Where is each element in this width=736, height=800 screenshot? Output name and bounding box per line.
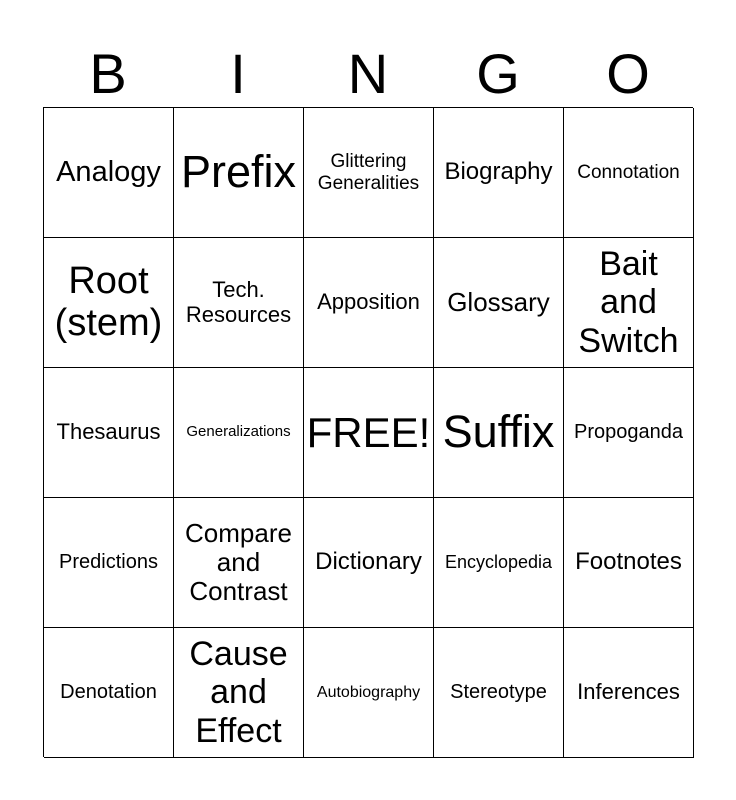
cell-label: Compare and Contrast	[185, 517, 292, 607]
bingo-cell[interactable]	[434, 498, 564, 628]
bingo-cell[interactable]	[304, 498, 434, 628]
bingo-cell[interactable]	[434, 238, 564, 368]
bingo-grid	[43, 107, 693, 757]
cell-label: Predictions	[59, 551, 158, 574]
free-space[interactable]	[304, 368, 434, 498]
cell-label: Cause and Effect	[189, 635, 288, 750]
bingo-cell[interactable]	[434, 368, 564, 498]
cell-label: Glossary	[447, 286, 550, 317]
bingo-cell[interactable]	[44, 368, 174, 498]
cell-label: Autobiography	[316, 683, 421, 701]
cell-label: Encyclopedia	[444, 552, 553, 573]
cell-label: Apposition	[317, 289, 420, 315]
cell-label: Thesaurus	[56, 419, 161, 445]
cell-label: Analogy	[56, 156, 161, 189]
bingo-cell[interactable]	[174, 108, 304, 238]
bingo-cell[interactable]	[174, 368, 304, 498]
cell-label: Dictionary	[315, 548, 422, 576]
bingo-cell[interactable]	[44, 628, 174, 758]
cell-label: Tech. Resources	[185, 276, 292, 327]
bingo-cell[interactable]	[44, 238, 174, 368]
cell-label: Denotation	[60, 681, 157, 704]
bingo-cell[interactable]	[44, 498, 174, 628]
cell-label: Generalizations	[186, 423, 291, 441]
bingo-cell[interactable]	[564, 108, 694, 238]
header-letter-i: I	[230, 42, 246, 105]
bingo-cell[interactable]	[304, 238, 434, 368]
cell-label: Stereotype	[450, 681, 547, 704]
cell-label: Footnotes	[575, 548, 682, 576]
bingo-cell[interactable]	[564, 498, 694, 628]
header-letter-n: N	[347, 42, 389, 105]
cell-label: Root (stem)	[54, 259, 163, 344]
bingo-cell[interactable]	[434, 108, 564, 238]
header-letter-g: G	[476, 42, 520, 105]
cell-label: Suffix	[442, 406, 555, 458]
cell-label: Glittering Generalities	[317, 151, 420, 194]
cell-label: Connotation	[577, 161, 680, 183]
header-letter-b: B	[89, 42, 127, 105]
bingo-cell[interactable]	[564, 238, 694, 368]
cell-label: Propoganda	[574, 421, 683, 444]
header-letter-o: O	[606, 42, 650, 105]
bingo-cell[interactable]	[304, 628, 434, 758]
cell-label: Biography	[444, 158, 553, 186]
bingo-cell[interactable]	[564, 368, 694, 498]
cell-label: Bait and Switch	[578, 245, 679, 360]
cell-label: FREE!	[306, 408, 431, 456]
bingo-cell[interactable]	[174, 238, 304, 368]
cell-label: Inferences	[577, 679, 680, 705]
bingo-cell[interactable]	[304, 108, 434, 238]
bingo-cell[interactable]	[174, 628, 304, 758]
bingo-header	[43, 40, 693, 108]
bingo-cell[interactable]	[44, 108, 174, 238]
cell-label: Prefix	[180, 146, 297, 198]
bingo-cell[interactable]	[174, 498, 304, 628]
bingo-cell[interactable]	[434, 628, 564, 758]
bingo-cell[interactable]	[564, 628, 694, 758]
